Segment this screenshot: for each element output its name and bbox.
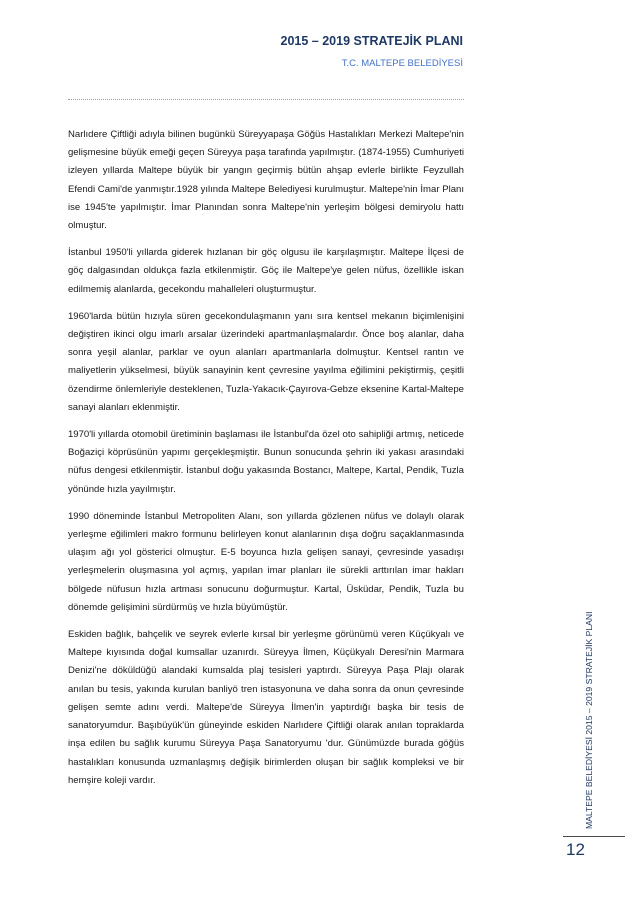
paragraph-5: 1990 döneminde İstanbul Metropoliten Alanı, son yıllarda gözlenen nüfus ve dolaylı olarak yerleşme eğilimleri makro formunu belirleyen konut alanlarının dışa doğru saçaklanmasında ulaşım ağı yol gösterici olmuştur. E-5 boyunca hızla gelişen sanayi, çevresinde yasadışı yerleşmelerin oluşmasına yol açmış, yapılan imar planları ile sürekli arttırılan imar hakları bölgede nüfusun hızla artması sonucunu doğurmuştur. Kartal, Üsküdar, Pendik, Tuzla bu dönemde gelişimini sürdürmüş ve hızla büyümüştür. xyxy=(68,510,464,613)
paragraph-1: Narlıdere Çiftliği adıyla bilinen bugünkü Süreyyapaşa Göğüs Hastalıkları Merkezi Maltepe'nin gelişmesine büyük emeği geçen Süreyya paşa tarafında yapılmıştır. (1874-1955) Cumhuriyeti izleyen yıllarda Maltepe büyük bir yangın geçirmiş bütün ahşap evlerle birlikte Feyzullah Efendi Cami'de yanmıştır.1928 yılında Maltepe Belediyesi kurulmuştur. Maltepe'nin İmar Planı ise 1945'te yapılmıştır. İmar Planından sonra Maltepe'nin yerleşim bölgesi demiryolu hattı olmuştur. xyxy=(68,129,464,232)
paragraph-6: Eskiden bağlık, bahçelik ve seyrek evlerle kırsal bir yerleşme görünümü veren Küçükyalı ve Maltepe kıyısında doğal kumsallar uzanırdı. Süreyya İlmen, Küçükyalı Deresi'nin Marmara Denizi'ne döküldüğü alandaki kumsalda plaj tesisleri yaptırdı. Süreyya Paşa Plajı olarak anılan bu tesis, yakında kurulan banliyö tren istasyonuna ve daha sonra da onun çevresinde gelişen semte adını verdi. Maltepe'de Süreyya İlmen'in yaptırdığı başka bir tesis de sanatoryumdur. Başıbüyük'ün güneyinde eskiden Narlıdere Çiftliği olarak anılan topraklarda inşa edilen bu sağlık kurumu Süreyya Paşa Sanatoryumu 'dur. Günümüzde burada göğüs hastalıkları konusunda uzmanlaşmış değişik birimlerden oluşan bir sağlık kompleksi ve bir hemşire koleji vardır. xyxy=(68,629,464,786)
sidebar-label: MALTEPE BELEDİYESİ 2015 – 2019 STRATEJİK PLANI xyxy=(584,611,594,829)
sidebar-divider xyxy=(563,836,625,837)
document-subtitle: T.C. MALTEPE BELEDİYESİ xyxy=(341,58,463,69)
paragraph-3: 1960'larda bütün hızıyla süren gecekondulaşmanın yanı sıra kentsel mekanın biçimlenişini değiştiren ikinci olgu imarlı arsalar üzerindeki apartmanlaşmalardır. Önce boş alanlar, daha sonra yeşil alanlar, parklar ve oyun alanları apartmanlarla dolmuştur. Kentsel rantın ve maliyetlerin yükselmesi, büyük sanayinin kent çevresine yayılma eğilimini pekiştirmiş, çeşitli özendirme önlemleriyle desteklenen, Tuzla-Yakacık-Çayırova-Gebze eksenine Kartal-Maltepe sanayi alanları eklenmiştir. xyxy=(68,310,464,413)
page-number: 12 xyxy=(566,840,585,859)
document-title: 2015 – 2019 STRATEJİK PLANI xyxy=(280,34,463,48)
header-divider xyxy=(68,99,464,100)
paragraph-2: İstanbul 1950'li yıllarda giderek hızlanan bir göç olgusu ile karşılaşmıştır. Maltepe İlçesi de göç dalgasından oldukça fazla etkilenmiştir. Göç ile Maltepe'ye gelen nüfus, özellikle iskan edilmemiş alanlarda, gecekondu mahalleleri oluşturmuştur. xyxy=(68,247,464,295)
body-text xyxy=(68,126,464,799)
paragraph-4: 1970'li yıllarda otomobil üretiminin başlaması ile İstanbul'da özel oto sahipliği artmış, neticede Boğaziçi köprüsünün yapımı gerçekleşmiştir. Bunun sonucunda şehrin iki yakası arasındaki nüfus dengesi etkilenmiştir. İstanbul doğu yakasında Bostancı, Maltepe, Kartal, Pendik, Tuzla yönünde hızla yayılmıştır. xyxy=(68,429,464,495)
